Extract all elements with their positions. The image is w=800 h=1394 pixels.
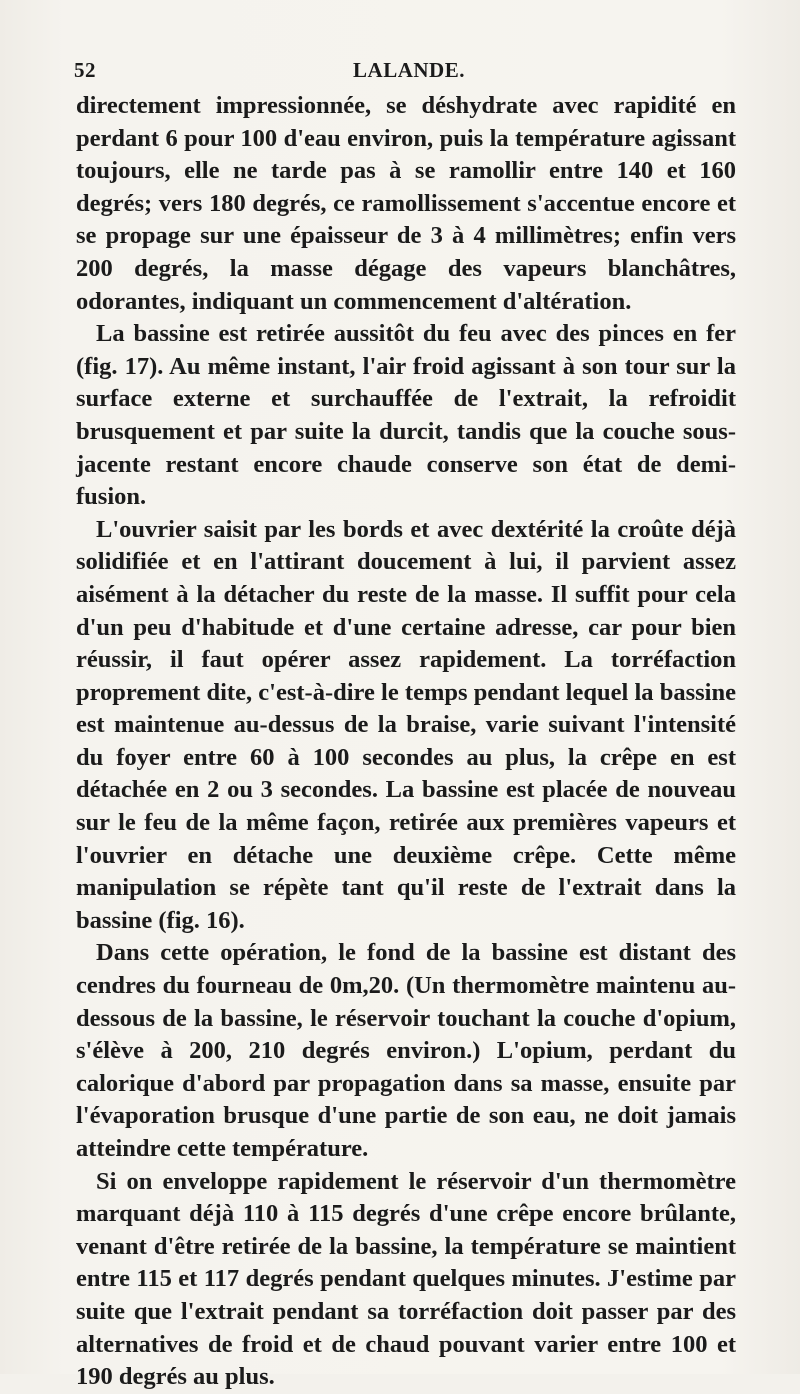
paragraph-5: Si on enveloppe rapidement le réservoir d'un thermomètre marquant déjà 110 à 115 degrés d'une crêpe encore brûlante, venant d'être retirée de la bassine, la température se maintient entre 115 et 117 degrés pendant quelques minutes. J'estime par suite que l'extrait pendant sa torréfaction doit passer par des alternatives de froid et de chaud pouvant varier entre 100 et 190 degrés au plus. bbox=[76, 1167, 736, 1391]
paragraph-1: directement impressionnée, se déshydrate avec rapidité en perdant 6 pour 100 d'eau environ, puis la température agissant toujours, elle ne tarde pas à se ramollir entre 140 et 160 degrés; vers 180 degrés, ce ramollissement s'accentue encore et se propage sur une épaisseur de 3 à 4 millimètres; enfin vers 200 degrés, la masse dégage des vapeurs blanchâtres, odorantes, indiquant un commencement d'altération. bbox=[76, 92, 736, 315]
paragraph-4: Dans cette opération, le fond de la bassine est distant des cendres du fourneau de 0m,20. (Un thermomètre maintenu au-dessous de la bassine, le réservoir touchant la couche d'opium, s'élève à 200, 210 degrés environ.) L'opium, perdant du calorique d'abord par propagation dans sa masse, ensuite par l'évaporation brusque d'une partie de son eau, ne doit jamais atteindre cette température. bbox=[76, 939, 736, 1162]
paragraph-2: La bassine est retirée aussitôt du feu avec des pinces en fer (fig. 17). Au même instant, l'air froid agissant à son tour sur la surface externe et surchauffée de l'extrait, la refroidit brusquement et par suite la durcit, tandis que la couche sous-jacente restant encore chaude conserve son état de demi-fusion. bbox=[76, 320, 736, 511]
body-text bbox=[76, 90, 736, 1394]
paragraph-3: L'ouvrier saisit par les bords et avec dextérité la croûte déjà solidifiée et en l'attirant doucement à lui, il parvient assez aisément à la détacher du reste de la masse. Il suffit pour cela d'un peu d'habitude et d'une certaine adresse, car pour bien réussir, il faut opérer assez rapidement. La torréfaction proprement dite, c'est-à-dire le temps pendant lequel la bassine est maintenue au-dessus de la braise, varie suivant l'intensité du foyer entre 60 à 100 secondes au plus, la crêpe en est détachée en 2 ou 3 secondes. La bassine est placée de nouveau sur le feu de la même façon, retirée aux premières vapeurs et l'ouvrier en détache une deuxième crêpe. Cette même manipulation se répète tant qu'il reste de l'extrait dans la bassine (fig. 16). bbox=[76, 515, 736, 934]
page-number: 52 bbox=[74, 58, 96, 82]
running-head: LALANDE. bbox=[353, 58, 465, 82]
page-header bbox=[74, 58, 744, 84]
